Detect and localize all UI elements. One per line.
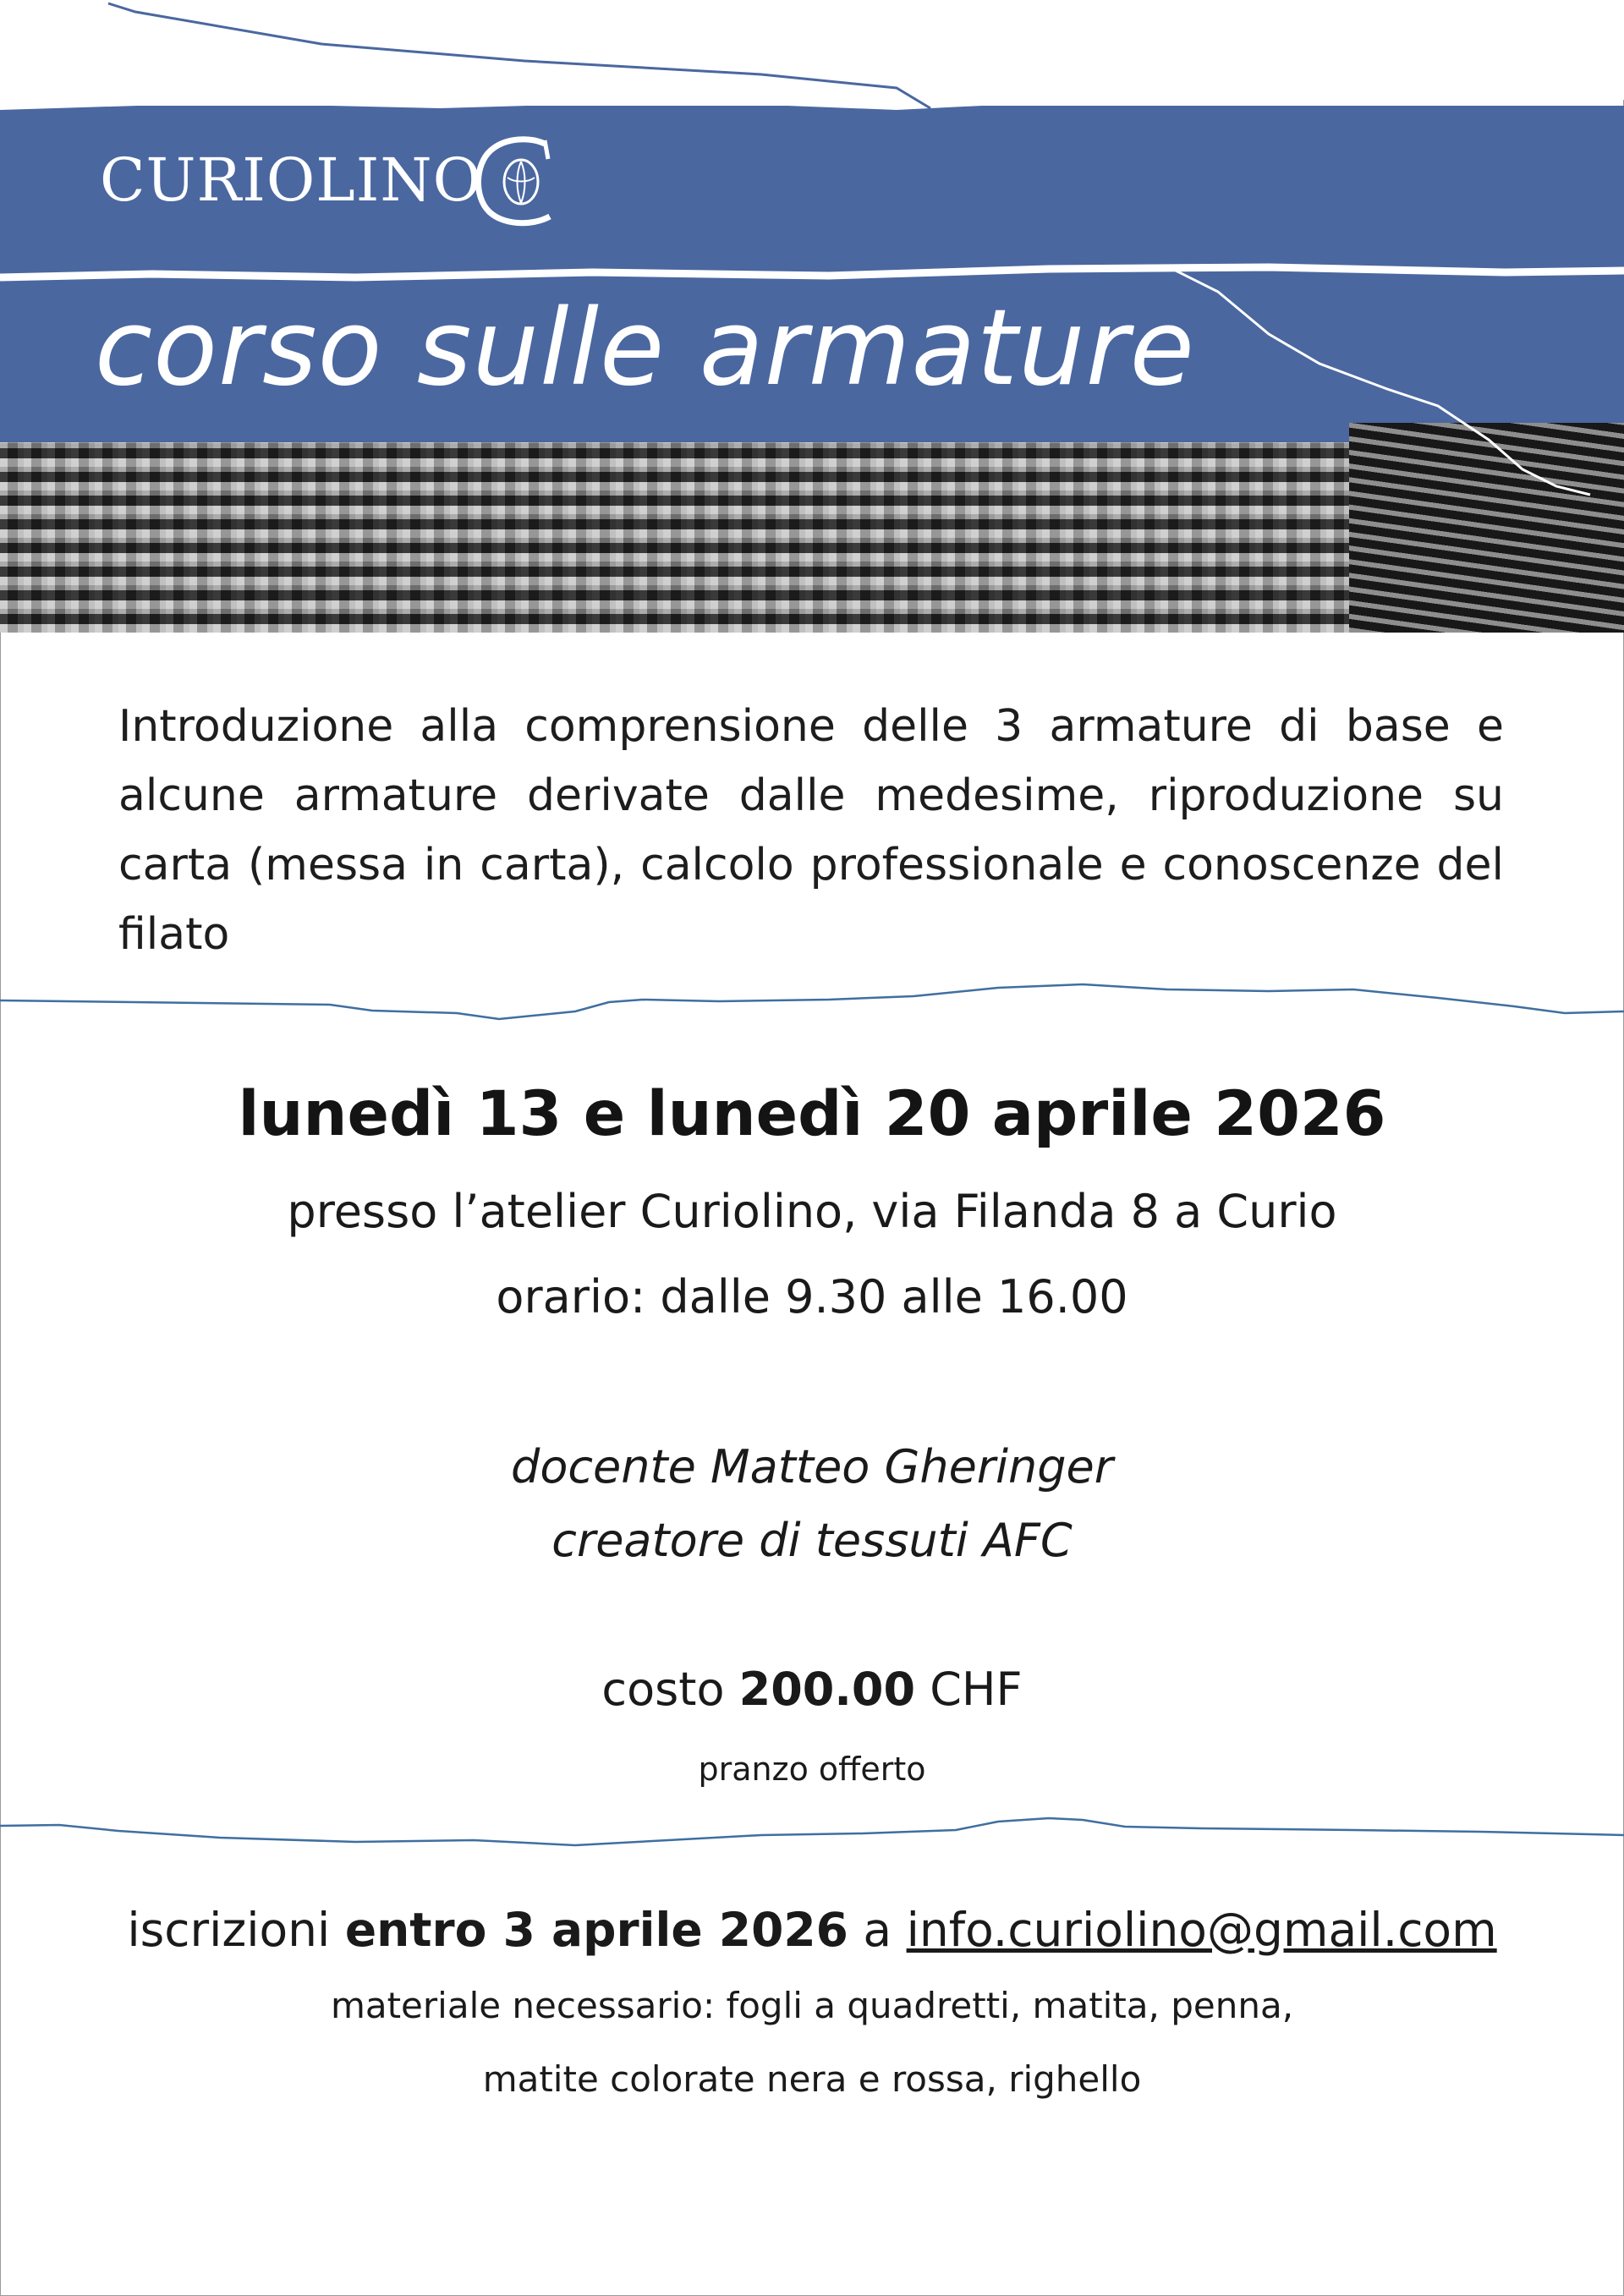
cost-prefix: costo (601, 1663, 725, 1716)
banner-top-edge (0, 0, 1624, 110)
signup-email-link[interactable]: info.curiolino@gmail.com (906, 1903, 1497, 1957)
lunch-note: pranzo offerto (698, 1751, 926, 1788)
event-hours: orario: dalle 9.30 alle 16.00 (496, 1270, 1128, 1323)
teacher-role: creatore di tessuti AFC (551, 1514, 1073, 1567)
materials-line-1: materiale necessario: fogli a quadretti, matita, penna, (330, 1985, 1294, 2026)
banner-tear (0, 267, 1624, 277)
cost-currency: CHF (930, 1663, 1023, 1716)
course-title: corso sulle armature (95, 288, 1195, 409)
signup-line (0, 1903, 1624, 1957)
materials-line-2: matite colorate nera e rossa, righello (482, 2058, 1142, 2100)
curiolino-c-emblem-icon (472, 135, 561, 228)
event-location: presso l’atelier Curiolino, via Filanda 8 a Curio (287, 1185, 1337, 1238)
cost-amount: 200.00 (738, 1663, 916, 1716)
signup-deadline: entro 3 aprile 2026 (344, 1903, 848, 1957)
banner-thread (1176, 271, 1590, 495)
course-description: Introduzione alla comprensione delle 3 armature di base e alcune armature derivate dalle medesime, riproduzione su carta (messa in carta), calcolo professionale e conoscenze del filato (118, 701, 1504, 960)
upper-divider-line (0, 984, 1624, 1019)
event-dates: lunedì 13 e lunedì 20 aprile 2026 (238, 1078, 1386, 1150)
course-cost (0, 1663, 1624, 1716)
signup-connector: a (863, 1903, 892, 1957)
lower-divider-line (0, 1818, 1624, 1845)
teacher-name: docente Matteo Gheringer (511, 1440, 1113, 1493)
brand-logo-text: CURIOLINO (100, 145, 483, 215)
signup-prefix: iscrizioni (127, 1903, 331, 1957)
